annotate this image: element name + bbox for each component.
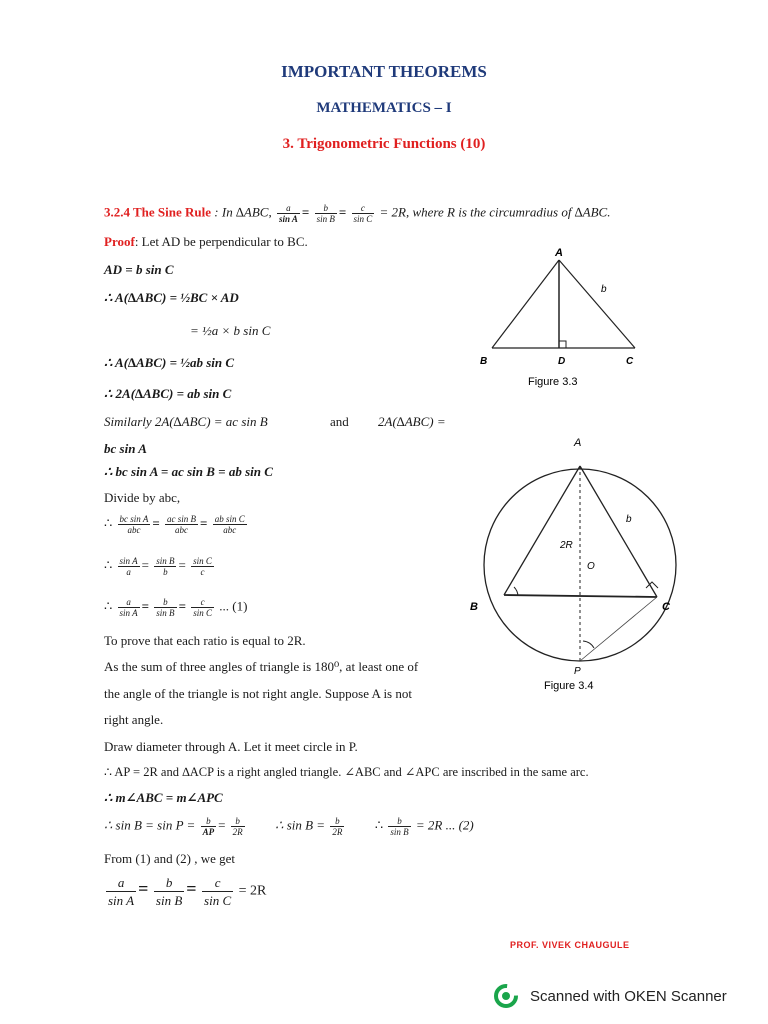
theorem-title: 3.2.4 The Sine Rule bbox=[104, 204, 212, 220]
proof-line-13: To prove that each ratio is equal to 2R. bbox=[104, 633, 306, 648]
proof-line-10: ∴ $\frac{\text{bc sin A}}{\text{abc}}$ = $\frac{\text{ac sin B}}{\text{abc}}$ = $\frac{\text{ab sin C}}{\text{abc}}$ bbox=[104, 514, 245, 535]
final-result: $\frac{a}{\text{sin A}}$ = $\frac{b}{\text{sin B}}$ = $\frac{c}{\text{sin C}}$ = 2R bbox=[108, 875, 267, 908]
figure-3-3-caption: Figure 3.3 bbox=[528, 376, 578, 388]
proof-intro-text: : Let AD be perpendicular to BC. bbox=[134, 234, 308, 249]
scanner-watermark bbox=[492, 982, 727, 1010]
label-A: A bbox=[555, 247, 563, 259]
ratio-sinB-b: $\frac{\text{sin B}}{b}$ bbox=[156, 556, 175, 577]
proof-line-19: ∴ m∠ABC = m∠APC bbox=[104, 790, 223, 805]
final-ratio-a: $\frac{a}{\text{sin A}}$ bbox=[108, 875, 135, 908]
subject-heading: MATHEMATICS – I bbox=[316, 100, 452, 116]
scanner-text: Scanned with OKEN Scanner bbox=[530, 987, 727, 1005]
theorem-tail: = 2R, where R is the circumradius of ∆ABC. bbox=[379, 204, 611, 220]
proof-line-17: Draw diameter through A. Let it meet circle in P. bbox=[104, 739, 358, 754]
label-B: B bbox=[480, 356, 488, 367]
ratio-c-sinC: $\frac{c}{\text{sin C}}$ bbox=[193, 597, 212, 618]
proof-line-7: bc sin A bbox=[104, 441, 147, 456]
figure-3-3-triangle bbox=[470, 240, 670, 400]
proof-line-12: ∴ $\frac{a}{\text{sin A}}$ = $\frac{b}{\text{sin B}}$ = $\frac{c}{\text{sin C}}$ ... (1) bbox=[104, 597, 248, 618]
author-signature: PROF. VIVEK CHAUGULE bbox=[510, 940, 630, 950]
ratio-b-2R-second: $\frac{b}{2R}$ bbox=[332, 816, 343, 837]
ratio-b-sinB-final: $\frac{b}{\text{sin B}}$ bbox=[390, 816, 409, 837]
figure-3-4-caption: Figure 3.4 bbox=[544, 680, 594, 692]
proof-line-20: ∴ sin B = sin P = $\frac{b}{AP}$ = $\frac{b}{2R}$ ∴ sin B = $\frac{b}{2R}$ ∴ $\frac{b}{\text{sin B}}$ = 2R ... (2) bbox=[104, 816, 474, 837]
ratio-ab-sinC: $\frac{\text{ab sin C}}{\text{abc}}$ bbox=[214, 514, 245, 535]
proof-line-3: = ½a × b sin C bbox=[190, 323, 271, 338]
label-2R: 2R bbox=[560, 540, 573, 551]
theorem-fraction-a: $\frac{a}{\text{sin A}}$ bbox=[278, 203, 298, 224]
label-C: C bbox=[626, 356, 634, 367]
label-P: P bbox=[574, 666, 581, 677]
label-C: C bbox=[662, 601, 670, 613]
proof-line-11: ∴ $\frac{\text{sin A}}{a}$ = $\frac{\text{sin B}}{b}$ = $\frac{\text{sin C}}{c}$ bbox=[104, 556, 212, 577]
proof-line-1: AD = b sin C bbox=[104, 262, 174, 277]
proof-line-5: ∴ 2A(∆ABC) = ab sin C bbox=[104, 386, 232, 401]
proof-line-6b: and bbox=[330, 414, 349, 429]
label-b: b bbox=[626, 514, 632, 525]
proof-line-21: From (1) and (2) , we get bbox=[104, 851, 236, 866]
page-title: IMPORTANT THEOREMS bbox=[281, 62, 487, 81]
label-O: O bbox=[587, 561, 595, 572]
label-B: B bbox=[470, 601, 478, 613]
equation-tag-2: = 2R ... (2) bbox=[415, 817, 474, 833]
proof-label: Proof bbox=[104, 234, 135, 249]
label-D: D bbox=[558, 356, 566, 367]
proof-line-9: Divide by abc, bbox=[104, 490, 181, 505]
ratio-sinA-a: $\frac{\text{sin A}}{a}$ bbox=[119, 556, 138, 577]
ratio-b-sinB: $\frac{b}{\text{sin B}}$ bbox=[156, 597, 175, 618]
label-A: A bbox=[574, 437, 582, 449]
theorem-statement: 3.2.4 The Sine Rule : In ∆ABC, $\frac{a}{\text{sin A}}$ = $\frac{b}{\text{sin B}}$ = $\frac{c}{\text{sin C}}$ = 2R, where R is the circumradius of ∆ABC. bbox=[104, 203, 611, 224]
proof-intro bbox=[104, 234, 308, 250]
final-ratio-c: $\frac{c}{\text{sin C}}$ bbox=[204, 875, 232, 908]
figure-3-4-circle bbox=[460, 430, 690, 700]
theorem-fraction-b: $\frac{b}{\text{sin B}}$ bbox=[316, 203, 335, 224]
equation-tag-1: ... (1) bbox=[219, 598, 248, 614]
theorem-fraction-c: $\frac{c}{\text{sin C}}$ bbox=[353, 203, 373, 224]
chapter-heading: 3. Trigonometric Functions (10) bbox=[282, 136, 486, 152]
proof-line-2: ∴ A(∆ABC) = ½BC × AD bbox=[104, 290, 239, 305]
ratio-b-AP: $\frac{b}{AP}$ bbox=[202, 816, 215, 837]
proof-line-15: the angle of the triangle is not right angle. Suppose A is not bbox=[104, 686, 412, 701]
proof-line-8: ∴ bc sin A = ac sin B = ab sin C bbox=[104, 464, 273, 479]
label-b: b bbox=[601, 284, 607, 295]
ratio-sinC-c: $\frac{\text{sin C}}{c}$ bbox=[193, 556, 212, 577]
proof-line-16: right angle. bbox=[104, 712, 164, 727]
scanner-logo-icon bbox=[492, 982, 520, 1010]
proof-line-14: As the sum of three angles of triangle is 180⁰, at least one of bbox=[104, 659, 419, 674]
ratio-a-sinA: $\frac{a}{\text{sin A}}$ bbox=[119, 597, 138, 618]
proof-line-6a: Similarly 2A(∆ABC) = ac sin B bbox=[104, 414, 268, 429]
proof-line-6c: 2A(∆ABC) = bbox=[378, 414, 446, 429]
final-ratio-b: $\frac{b}{\text{sin B}}$ bbox=[155, 875, 183, 908]
ratio-ac-sinB: $\frac{\text{ac sin B}}{\text{abc}}$ bbox=[167, 514, 197, 535]
proof-line-4: ∴ A(∆ABC) = ½ab sin C bbox=[104, 355, 235, 370]
final-result-tail: = 2R bbox=[238, 883, 267, 899]
proof-line-18: ∴ AP = 2R and ∆ACP is a right angled triangle. ∠ABC and ∠APC are inscribed in the same arc. bbox=[104, 765, 589, 779]
ratio-b-2R: $\frac{b}{2R}$ bbox=[232, 816, 243, 837]
theorem-lead: : In ∆ABC, bbox=[214, 204, 272, 220]
ratio-bc-sinA: $\frac{\text{bc sin A}}{\text{abc}}$ bbox=[119, 514, 149, 535]
